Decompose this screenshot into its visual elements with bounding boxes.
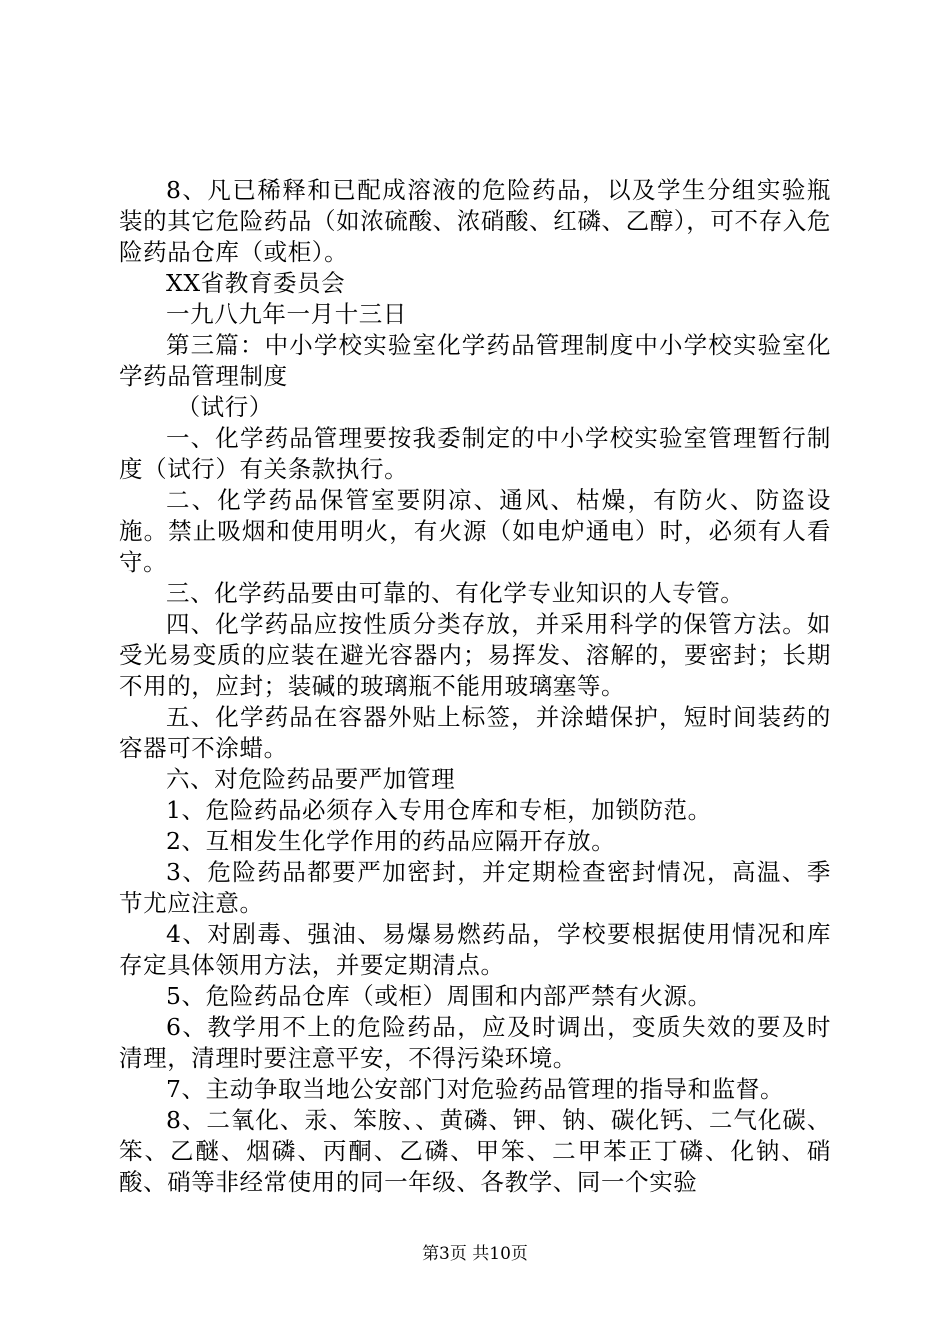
paragraph-clause-6: 六、对危险药品要严加管理 <box>166 765 456 793</box>
list-item-3: 3、危险药品都要严加密封，并定期检查密封情况，高温、季节尤应注意。 <box>119 858 831 917</box>
list-item-8: 8、二氧化、汞、笨胺、、黄磷、钾、钠、碳化钙、二气化碳、笨、乙醚、烟磷、丙酮、乙磷、甲笨、二甲苯正丁磷、化钠、硝酸、硝等非经常使用的同一年级、各教学、同一个实验 <box>119 1106 831 1196</box>
section-subtitle: （试行） <box>176 393 273 421</box>
list-item-5: 5、危险药品仓库（或柜）周围和内部严禁有火源。 <box>166 982 712 1010</box>
issue-date: 一九八九年一月十三日 <box>166 300 407 328</box>
list-item-1: 1、危险药品必须存入专用仓库和专柜，加锁防范。 <box>166 796 712 824</box>
page-number: 第3页 共10页 <box>422 1244 528 1264</box>
list-item-7: 7、主动争取当地公安部门对危验药品管理的指导和监督。 <box>166 1075 785 1103</box>
paragraph-clause-5: 五、化学药品在容器外贴上标签，并涂蜡保护，短时间装药的容器可不涂蜡。 <box>119 703 831 762</box>
list-item-6: 6、教学用不上的危险药品，应及时调出，变质失效的要及时清理，清理时要注意平安，不得污染环境。 <box>119 1013 831 1072</box>
paragraph-item-8-dilute: 8、凡已稀释和已配成溶液的危险药品，以及学生分组实验瓶装的其它危险药品（如浓硫酸、浓硝酸、红磷、乙醇），可不存入危险药品仓库（或柜）。 <box>119 176 831 266</box>
paragraph-clause-4: 四、化学药品应按性质分类存放，并采用科学的保管方法。如受光易变质的应装在避光容器内；易挥发、溶解的，要密封；长期不用的，应封；装碱的玻璃瓶不能用玻璃塞等。 <box>119 610 831 700</box>
paragraph-clause-3: 三、化学药品要由可靠的、有化学专业知识的人专管。 <box>166 579 745 607</box>
paragraph-clause-2: 二、化学药品保管室要阴凉、通风、枯燥，有防火、防盗设施。禁止吸烟和使用明火，有火源（如电炉通电）时，必须有人看守。 <box>119 486 831 576</box>
paragraph-clause-1: 一、化学药品管理要按我委制定的中小学校实验室管理暂行制度（试行）有关条款执行。 <box>119 424 831 483</box>
section-title: 第三篇：中小学校实验室化学药品管理制度中小学校实验室化学药品管理制度 <box>119 331 831 390</box>
document-body <box>119 175 831 1198</box>
list-item-2: 2、互相发生化学作用的药品应隔开存放。 <box>166 827 616 855</box>
list-item-4: 4、对剧毒、强油、易爆易燃药品，学校要根据使用情况和库存定具体领用方法，并要定期清点。 <box>119 920 831 979</box>
issuer-name: XX省教育委员会 <box>166 269 346 297</box>
page-footer <box>0 1243 950 1265</box>
